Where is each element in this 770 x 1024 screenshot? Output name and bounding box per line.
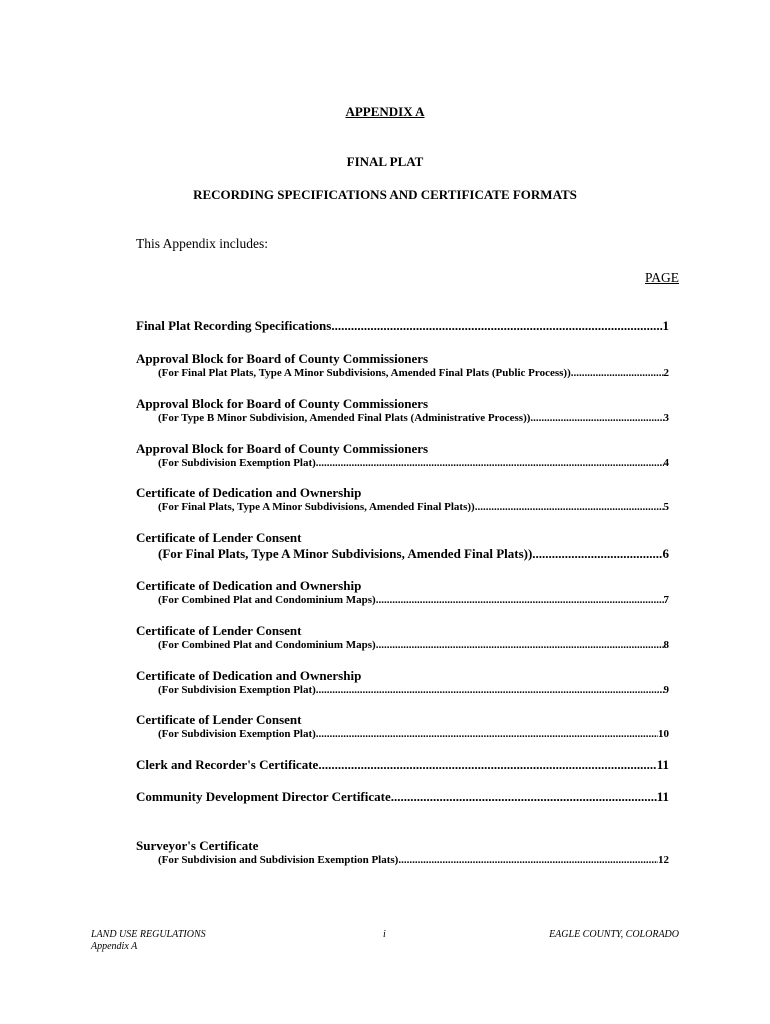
- toc-page-number: 12: [658, 854, 669, 866]
- toc-page-number: 10: [658, 728, 669, 740]
- toc-entry: [136, 351, 669, 379]
- toc-entry: [136, 623, 669, 651]
- toc-entry: [136, 789, 669, 805]
- toc-page-number: 11: [656, 789, 669, 804]
- footer-county: EAGLE COUNTY, COLORADO: [549, 929, 679, 940]
- toc-subheading: (For Final Plat Plats, Type A Minor Subdivisions, Amended Final Plats (Public Process)): [158, 367, 571, 379]
- toc-subheading: (For Final Plats, Type A Minor Subdivisions, Amended Final Plats)): [158, 501, 475, 513]
- toc-entry: [136, 318, 669, 334]
- toc-page-number: 2: [663, 367, 669, 379]
- toc-heading: Certificate of Dedication and Ownership: [136, 668, 362, 683]
- toc-page-number: 4: [663, 457, 669, 469]
- footer-regulations: LAND USE REGULATIONS: [91, 929, 206, 940]
- footer-appendix: Appendix A: [91, 941, 138, 952]
- toc-subheading: (For Combined Plat and Condominium Maps): [158, 594, 376, 606]
- toc-heading: Community Development Director Certificate: [136, 789, 391, 804]
- toc-entry: [136, 712, 669, 740]
- toc-entry: [136, 530, 669, 562]
- toc-page-number: 5: [663, 501, 669, 513]
- toc-page-number: 3: [663, 412, 669, 424]
- table-of-contents: [136, 318, 669, 866]
- footer-left: [91, 929, 206, 953]
- toc-subheading: (For Type B Minor Subdivision, Amended Final Plats (Administrative Process)): [158, 412, 531, 424]
- toc-heading: Clerk and Recorder's Certificate: [136, 757, 319, 772]
- toc-subheading: (For Subdivision Exemption Plat): [158, 684, 316, 696]
- toc-page-number: 9: [663, 684, 669, 696]
- toc-page-number: 1: [662, 318, 669, 333]
- toc-page-number: 6: [662, 546, 669, 561]
- toc-heading: Surveyor's Certificate: [136, 838, 259, 853]
- toc-entry: [136, 668, 669, 696]
- toc-page-number: 11: [656, 757, 669, 772]
- footer-page-number: i: [383, 929, 386, 940]
- toc-subheading: (For Combined Plat and Condominium Maps): [158, 639, 376, 651]
- toc-entry: [136, 441, 669, 469]
- toc-subheading: (For Subdivision Exemption Plat): [158, 728, 316, 740]
- toc-heading: Certificate of Dedication and Ownership: [136, 485, 362, 500]
- toc-page-number: 7: [663, 594, 669, 606]
- toc-heading: Approval Block for Board of County Commissioners: [136, 396, 429, 411]
- document-subtitle: RECORDING SPECIFICATIONS AND CERTIFICATE FORMATS: [193, 187, 577, 202]
- toc-entry: [136, 757, 669, 773]
- toc-subheading: (For Subdivision and Subdivision Exemption Plats): [158, 854, 399, 866]
- toc-heading: Certificate of Lender Consent: [136, 712, 302, 727]
- toc-heading: Approval Block for Board of County Commissioners: [136, 441, 429, 456]
- appendix-title: APPENDIX A: [345, 104, 425, 119]
- toc-heading: Certificate of Dedication and Ownership: [136, 578, 362, 593]
- page-column-header: PAGE: [644, 270, 679, 285]
- toc-entry: [136, 485, 669, 513]
- toc-heading: Approval Block for Board of County Commissioners: [136, 351, 429, 366]
- toc-subheading: (For Subdivision Exemption Plat): [158, 457, 316, 469]
- toc-heading: Certificate of Lender Consent: [136, 623, 302, 638]
- toc-entry: [136, 396, 669, 424]
- toc-heading: Final Plat Recording Specifications: [136, 318, 332, 333]
- final-plat-title: FINAL PLAT: [346, 154, 424, 169]
- toc-heading: Certificate of Lender Consent: [136, 530, 302, 545]
- toc-subheading: (For Final Plats, Type A Minor Subdivisions, Amended Final Plats)): [158, 546, 533, 561]
- intro-text: This Appendix includes:: [136, 236, 268, 251]
- toc-entry: [136, 838, 669, 866]
- toc-entry: [136, 578, 669, 606]
- toc-page-number: 8: [663, 639, 669, 651]
